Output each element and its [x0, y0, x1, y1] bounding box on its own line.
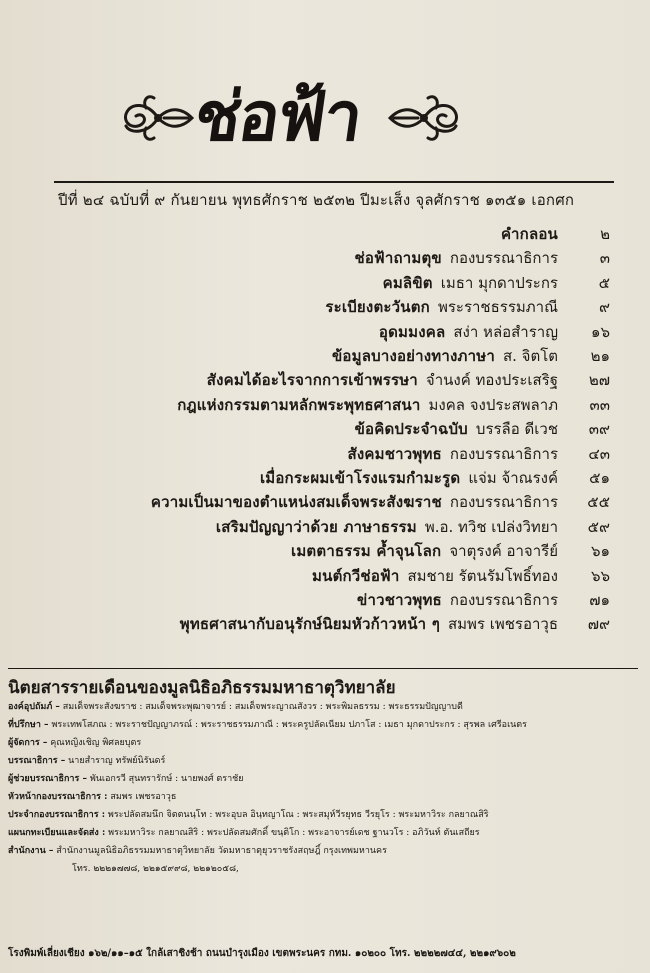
toc-entry: [379, 320, 610, 344]
credit-label: ผู้จัดการ –: [8, 738, 48, 748]
toc-entry: [291, 539, 610, 563]
toc-entry-title: เสริมปัญญาว่าด้วย ภาษาธรรม: [215, 517, 417, 536]
toc-entry-page-number: ๓๙: [588, 420, 610, 439]
toc-entry-author: จาตุรงค์ อาจารีย์: [449, 542, 558, 561]
masthead-rule: [54, 181, 614, 183]
toc-entry-page-number: ๖๑: [590, 542, 610, 561]
toc-entry-author: กองบรรณาธิการ: [449, 444, 558, 463]
toc-entry-author: จำนงค์ ทองประเสริฐ: [425, 371, 558, 390]
right-floral-ornament-icon: [384, 90, 464, 146]
credit-label: สำนักงาน –: [8, 846, 54, 856]
credit-label: บรรณาธิการ –: [8, 756, 66, 766]
credit-row: [8, 788, 638, 806]
staff-credits: [8, 698, 638, 878]
toc-entry-title: มนต์กวีช่อฟ้า: [312, 566, 400, 585]
toc-entry-page-number: ๙: [599, 298, 610, 317]
credit-text: โทร. ๒๒๒๑๗๗๘, ๒๒๑๕๙๙๘, ๒๒๑๒๐๕๘,: [72, 864, 239, 874]
toc-entry-page-number: ๒๗: [588, 371, 610, 390]
toc-entry-author: เมธา มุกดาประกร: [440, 273, 558, 292]
credit-row: [8, 716, 638, 734]
toc-entry-page-number: ๓๓: [589, 395, 610, 414]
credit-label: องค์อุปถัมภ์ –: [8, 702, 60, 712]
credit-text: สมพร เพชรอาวุธ: [110, 792, 177, 802]
toc-entry-author: มงคล จงประสพลาภ: [428, 395, 558, 414]
toc-entry-page-number: ๕๑: [589, 469, 610, 487]
toc-entry-title: ข้อคิดประจำฉบับ: [354, 420, 468, 439]
credit-label: ที่ปรึกษา –: [8, 720, 49, 730]
credit-text: พระปลัดสมนึก จิตตนนฺโท : พระอุบล อินฺทญาโณ : พระสมุห์วีรยุทธ วีรยุโร : พระมหาวิระ กลยาณสิริ: [107, 810, 489, 820]
credit-label: ประจำกองบรรณาธิการ :: [8, 810, 106, 820]
toc-entry-author: แจ่ม จ้าณรงค์: [468, 469, 558, 487]
left-floral-ornament-icon: [118, 90, 198, 146]
toc-entry-author: บรรลือ ดีเวช: [475, 420, 558, 439]
toc-entry-author: สง่า หล่อสำราญ: [453, 322, 558, 341]
toc-entry-title: ความเป็นมาของตำแหน่งสมเด็จพระสังฆราช: [150, 493, 442, 512]
credit-row: [8, 734, 638, 752]
toc-entry-page-number: ๗๑: [589, 591, 610, 609]
toc-entry-page-number: ๕๕: [587, 493, 610, 512]
toc-entry: [207, 368, 610, 392]
toc-entry: [355, 417, 610, 441]
issue-info-line: ปีที่ ๒๔ ฉบับที่ ๙ กันยายน พุทธศักราช ๒๕๓๒ ปีมะเส็ง จุลศักราช ๑๓๕๑ เอกศก: [58, 191, 575, 209]
toc-entry: [216, 515, 610, 539]
toc-entry-page-number: ๒๑: [590, 347, 610, 365]
toc-entry-title: ข้อมูลบางอย่างทางภาษา: [331, 347, 495, 365]
toc-entry: [177, 393, 610, 417]
toc-entry: [260, 466, 610, 490]
toc-entry-author: พ.อ. ทวิช เปล่งวิทยา: [424, 517, 558, 536]
toc-entry-page-number: ๒: [600, 225, 610, 243]
toc-entry-author: พระราชธรรมภาณี: [437, 298, 558, 317]
toc-entry-author: กองบรรณาธิการ: [449, 249, 558, 268]
toc-entry: [348, 442, 610, 466]
publisher-statement: นิตยสารรายเดือนของมูลนิธิอภิธรรมมหาธาตุวิทยาลัย: [8, 678, 396, 698]
toc-entry-title: เมื่อกระผมเข้าโรงแรมกำมะรูด: [259, 469, 461, 487]
toc-entry-author: ส. จิตโต: [502, 347, 558, 365]
printer-info: โรงพิมพ์เลี่ยงเชียง ๑๖๒/๑๑–๑๕ ใกล้เสาชิงช้า ถนนบำรุงเมือง เขตพระนคร กทม. ๑๐๒๐๐ โทร. ๒๒๒๒๗๔๔, ๒๒๑๙๖๐๒: [8, 948, 516, 959]
toc-entry-title: สังคมได้อะไรจากการเข้าพรรษา: [206, 371, 418, 390]
credit-row: [8, 806, 638, 824]
credit-row: [8, 698, 638, 716]
toc-entry: [180, 612, 610, 636]
toc-entry-page-number: ๕๙: [587, 517, 610, 536]
toc-entry-title: พุทธศาสนากับอนุรักษ์นิยมหัวก้าวหน้า ๆ: [179, 615, 440, 634]
toc-entry: [501, 222, 610, 246]
credit-text: สำนักงานมูลนิธิอภิธรรมมหาธาตุวิทยาลัย วัดมหาธาตุยุวราชรังสฤษฎิ์ กรุงเทพมหานคร: [56, 846, 387, 856]
credit-text: นายสำราญ ทรัพย์นิรันดร์: [68, 756, 166, 766]
toc-entry: [354, 246, 610, 270]
credit-text: คุณหญิงเชิญ พิศลยบุตร: [50, 738, 142, 748]
toc-entry-author: กองบรรณาธิการ: [449, 591, 558, 609]
toc-entry-author: สมพร เพชรอาวุธ: [447, 615, 558, 634]
toc-entry-title: คมลิขิต: [382, 273, 433, 292]
toc-entry-title: กฎแห่งกรรมตามหลักพระพุทธศาสนา: [177, 395, 421, 414]
toc-entry-page-number: ๕: [598, 273, 610, 292]
toc-entry: [332, 344, 610, 368]
toc-entry-title: สังคมชาวพุทธ: [347, 444, 442, 463]
credit-row: [8, 752, 638, 770]
credit-row: [8, 842, 638, 860]
credit-text: สมเด็จพระสังฆราช : สมเด็จพระพุฒาจารย์ : สมเด็จพระญาณสังวร : พระพิมลธรรม : พระธรรมปัญญาบดี: [62, 702, 463, 712]
credit-label: แผนกทะเบียนและจัดส่ง :: [8, 828, 106, 838]
toc-entry: [312, 564, 610, 588]
toc-entry-title: อุดมมงคล: [378, 322, 446, 341]
toc-entry-page-number: ๑๖: [590, 322, 610, 341]
toc-entry-title: ระเบียงตะวันตก: [325, 298, 430, 317]
toc-entry-title: เมตตาธรรม ค้ำจุนโลก: [291, 542, 442, 561]
toc-entry-author: กองบรรณาธิการ: [449, 493, 558, 512]
section-divider: [8, 668, 638, 669]
toc-entry-page-number: ๖๖: [590, 566, 610, 585]
toc-entry: [325, 295, 610, 319]
credit-text: พันเอกรวี สุนทรารักษ์ : นายพงศ์ ตราชัย: [89, 774, 244, 784]
credit-label: ผู้ช่วยบรรณาธิการ –: [8, 774, 87, 784]
toc-entry: [151, 490, 610, 514]
credit-text: พระมหาวิระ กลยาณสิริ : พระปลัดสมศักดิ์ ขนฺติโก : พระอาจารย์เดช ฐานวโร : อภิวันท์ ตันเสถียร: [108, 828, 480, 838]
toc-entry-title: ช่อฟ้าถามตุข: [354, 249, 442, 268]
toc-entry-page-number: ๓: [599, 249, 610, 268]
toc-entry: [357, 588, 610, 612]
credit-text: พระเทพโสภณ : พระราชปัญญาภรณ์ : พระราชธรรมภาณี : พระครูปลัดเนียม ปภาโส : เมธา มุกดาประกร : สุรพล เศรีอเนตร: [51, 720, 527, 730]
toc-entry-title: ข่าวชาวพุทธ: [357, 591, 442, 609]
toc-entry-title: คำกลอน: [501, 225, 558, 243]
masthead: [0, 60, 650, 180]
credit-row: [8, 770, 638, 788]
magazine-title-logo: ช่อฟ้า: [189, 78, 366, 157]
toc-entry-page-number: ๗๙: [587, 615, 610, 634]
credit-label: หัวหน้ากองบรรณาธิการ :: [8, 792, 108, 802]
toc-entry: [383, 271, 610, 295]
credit-row: [8, 860, 638, 878]
toc-entry-page-number: ๔๓: [588, 444, 610, 463]
credit-row: [8, 824, 638, 842]
toc-entry-author: สมชาย รัตนรัมโพธิ์ทอง: [407, 566, 558, 585]
